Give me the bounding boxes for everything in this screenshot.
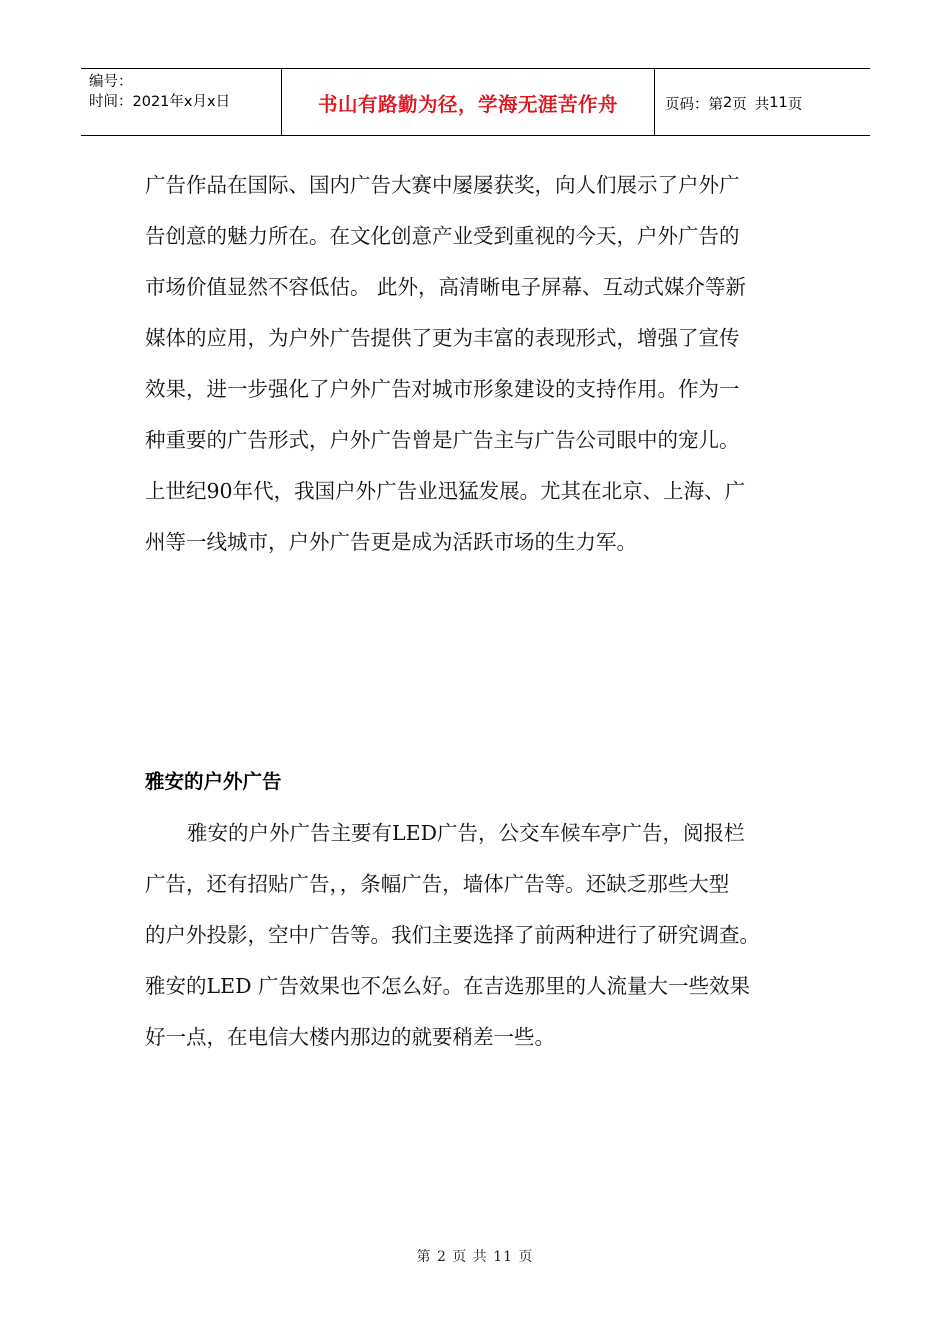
header-meta-cell (81, 69, 282, 135)
motto-text: 书山有路勤为径，学海无涯苦作舟 (317, 93, 618, 116)
text-line: 上世纪90年代，我国户外广告业迅猛发展。尤其在北京、上海、广 (145, 479, 746, 503)
text-line: 好一点，在电信大楼内那边的就要稍差一些。 (145, 1025, 555, 1049)
text-line: 种重要的广告形式，户外广告曾是广告主与广告公司眼中的宠儿。 (145, 428, 740, 452)
section-heading: 雅安的户外广告 (145, 770, 282, 793)
page-total: 11 (769, 95, 788, 111)
text-line: 广告，还有招贴广告，，条幅广告，墙体广告等。还缺乏那些大型 (145, 872, 730, 896)
page-header (81, 68, 870, 136)
text-line: 效果，进一步强化了户外广告对城市形象建设的支持作用。作为一 (145, 377, 740, 401)
text-line: 市场价值显然不容低估。 此外，高清晰电子屏幕、互动式媒介等新 (145, 275, 747, 299)
page-footer: 第 2 页 共 11 页 (416, 1249, 534, 1265)
text-line: 雅安的户外广告主要有LED广告，公交车候车亭广告，阅报栏 (187, 821, 745, 845)
page-label-prefix: 页码：第 (665, 96, 723, 113)
text-line: 广告作品在国际、国内广告大赛中屡屡获奖，向人们展示了户外广 (145, 173, 740, 197)
page-mid: 页 (732, 96, 747, 113)
paragraph-outdoor-ads-intro (145, 160, 815, 568)
text-line: 州等一线城市，户外广告更是成为活跃市场的生力军。 (145, 530, 637, 554)
paragraph-yaan-ads (145, 808, 815, 1063)
header-motto-cell (282, 69, 655, 135)
text-line: 告创意的魅力所在。在文化创意产业受到重视的今天，户外广告的 (145, 224, 740, 248)
page-suffix: 页 (787, 96, 803, 113)
text-line: 的户外投影，空中广告等。我们主要选择了前两种进行了研究调查。 (145, 923, 760, 947)
header-page-cell (655, 69, 870, 135)
page-current: 2 (723, 95, 733, 111)
text-line: 雅安的LED 广告效果也不怎么好。在吉选那里的人流量大一些效果 (145, 974, 751, 998)
date-label: 时间：2021年x月x日 (89, 94, 231, 110)
text-line: 媒体的应用，为户外广告提供了更为丰富的表现形式，增强了宣传 (145, 326, 740, 350)
number-label: 编号： (89, 74, 133, 90)
page-total-prefix: 共 (754, 96, 770, 113)
